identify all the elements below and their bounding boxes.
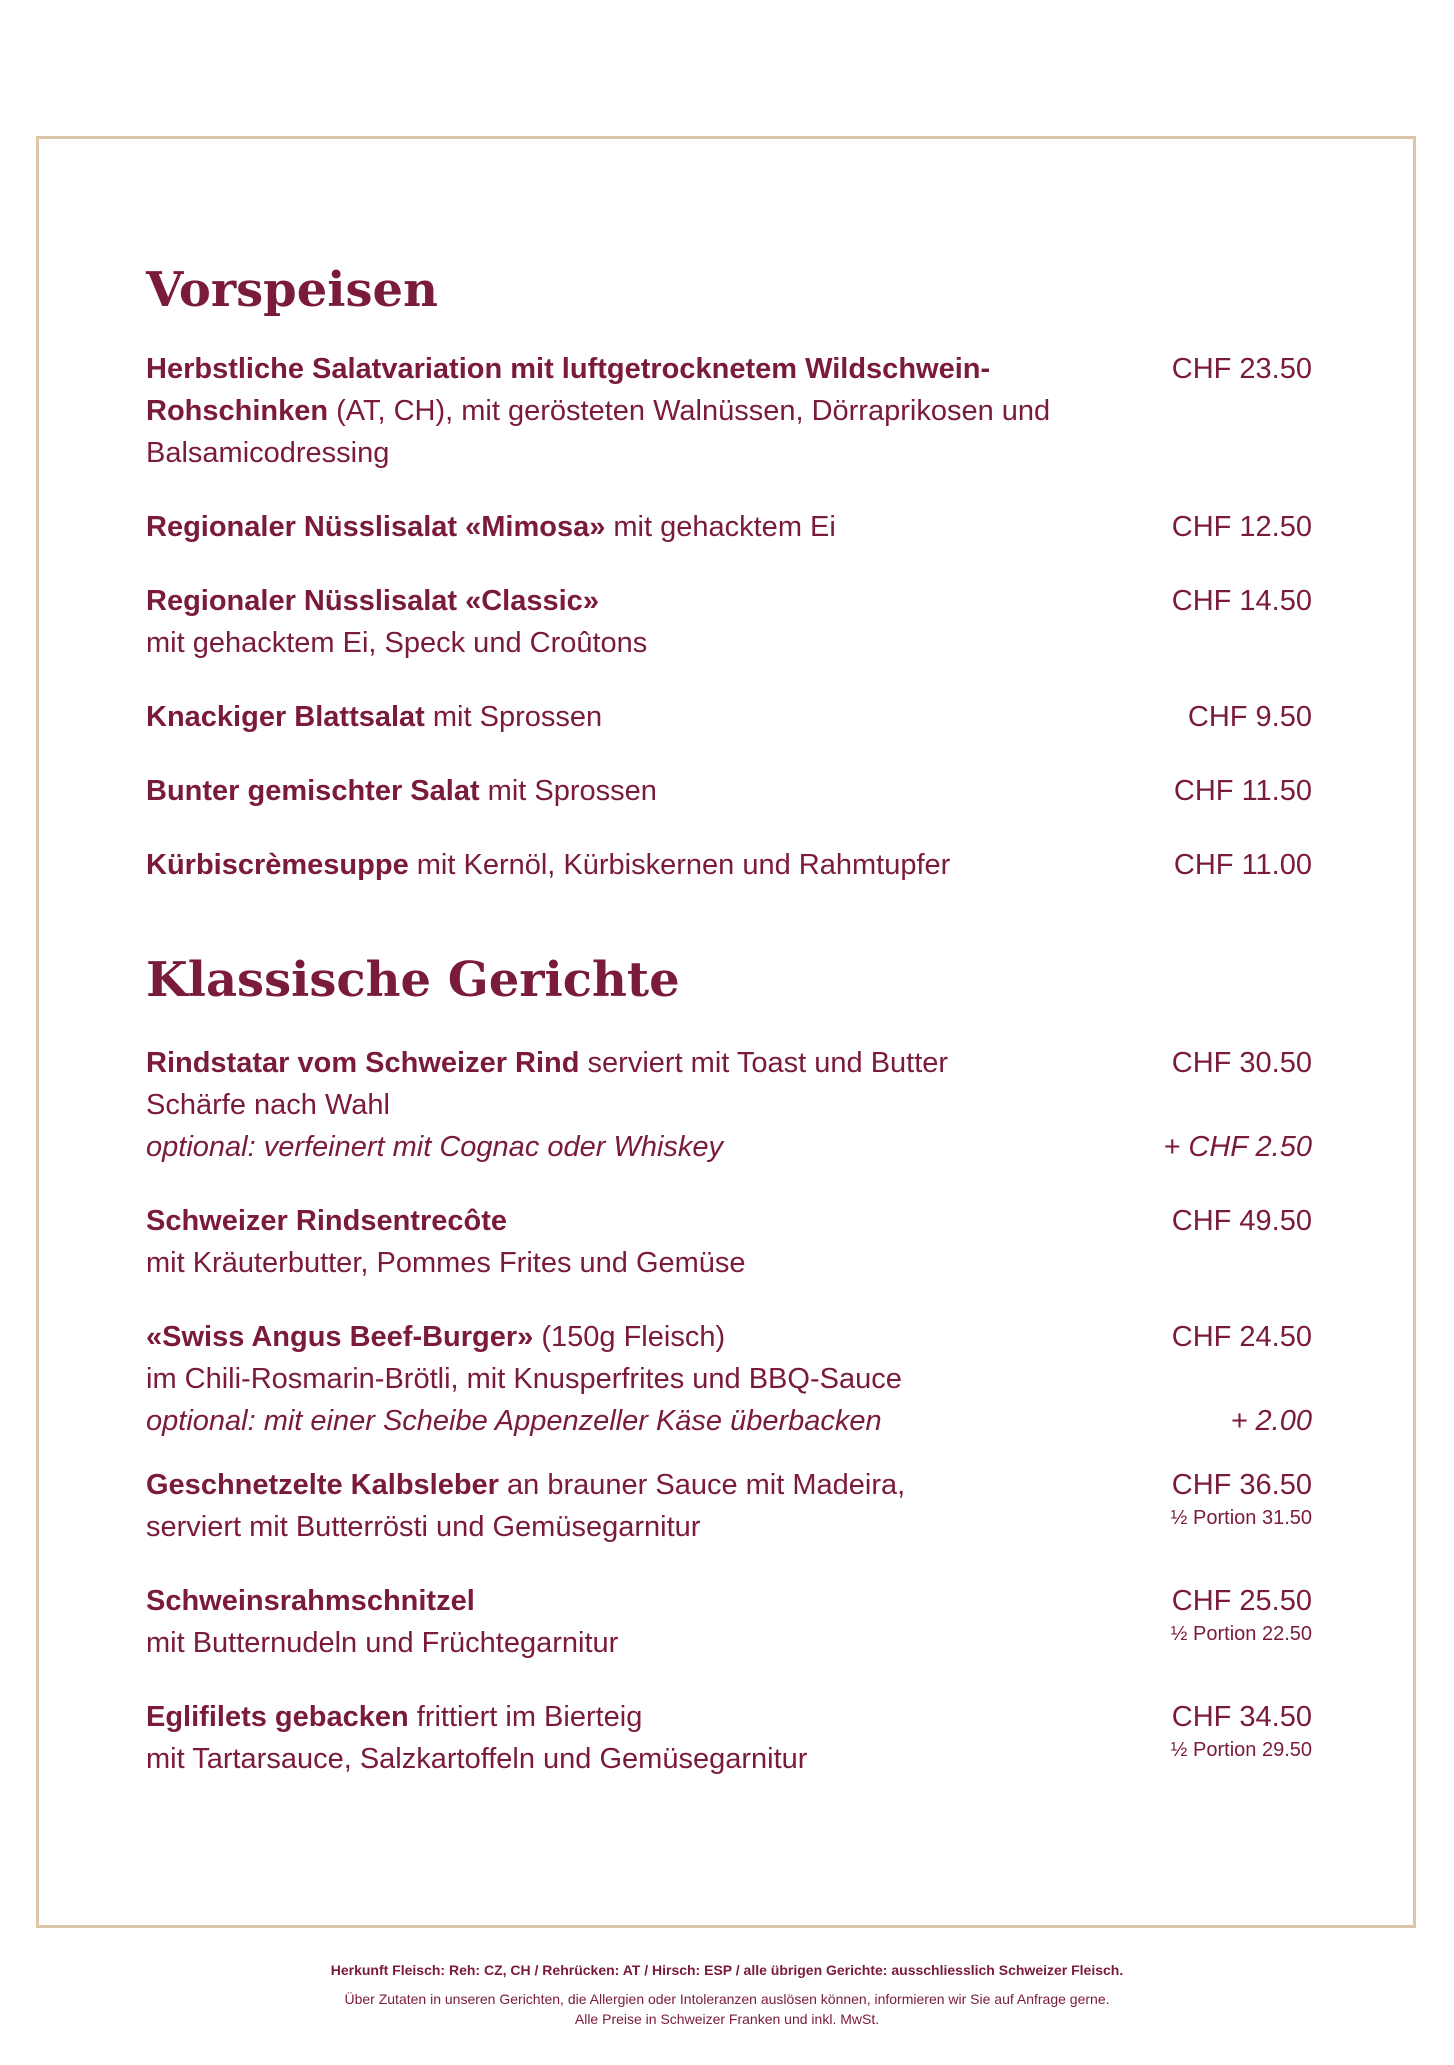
item-description <box>146 1316 1095 1442</box>
item-price-column <box>1095 696 1312 738</box>
item-name: Rindstatar vom Schweizer Rind <box>146 1047 580 1079</box>
item-price: CHF 25.50 <box>1171 1585 1312 1617</box>
item-price-column <box>1095 1200 1312 1284</box>
item-description <box>146 1200 1095 1284</box>
item-description <box>146 348 1095 474</box>
item-desc: (150g Fleisch) <box>533 1321 726 1353</box>
item-price-column <box>1095 580 1312 664</box>
item-price: CHF 34.50 <box>1171 1701 1312 1733</box>
item-price-column <box>1095 1316 1312 1442</box>
item-desc-line2: im Chili-Rosmarin-Brötli, mit Knusperfrites und BBQ-Sauce <box>146 1363 902 1395</box>
menu-content <box>146 262 1312 1812</box>
item-desc: an brauner Sauce mit Madeira, <box>498 1469 906 1501</box>
item-desc: serviert mit Toast und Butter <box>579 1047 949 1079</box>
item-description <box>146 844 1095 886</box>
item-price-column <box>1095 348 1312 474</box>
menu-item <box>146 1580 1312 1664</box>
item-name: Eglifilets gebacken <box>146 1701 409 1733</box>
item-desc-line2: mit Kräuterbutter, Pommes Frites und Gemüse <box>146 1247 746 1279</box>
menu-item <box>146 348 1312 474</box>
item-price: CHF 24.50 <box>1171 1321 1312 1353</box>
item-description <box>146 506 1095 548</box>
item-description <box>146 770 1095 812</box>
item-price-column <box>1095 1696 1312 1780</box>
item-name: Kürbiscrèmesuppe <box>146 849 409 881</box>
menu-item <box>146 696 1312 738</box>
menu-item <box>146 1042 1312 1168</box>
item-optional: optional: mit einer Scheibe Appenzeller Käse überbacken <box>146 1405 882 1437</box>
item-description <box>146 1696 1095 1780</box>
item-desc: mit Sprossen <box>424 701 603 733</box>
item-name: Bunter gemischter Salat <box>146 775 480 807</box>
item-optional-price: + 2.00 <box>1230 1405 1312 1437</box>
item-desc-line2: serviert mit Butterrösti und Gemüsegarnitur <box>146 1511 701 1543</box>
item-optional: optional: verfeinert mit Cognac oder Whiskey <box>146 1131 724 1163</box>
item-name: Herbstliche Salatvariation mit luftgetrocknetem Wildschwein-Rohschinken <box>146 353 991 427</box>
item-price: CHF 11.50 <box>1173 775 1312 807</box>
menu-item <box>146 844 1312 886</box>
price-note: Alle Preise in Schweizer Franken und inkl. MwSt. <box>574 2011 880 2027</box>
item-name: Regionaler Nüsslisalat «Mimosa» <box>146 511 606 543</box>
item-price: CHF 12.50 <box>1171 511 1312 543</box>
item-price: CHF 49.50 <box>1171 1205 1312 1237</box>
item-desc-line2: mit gehacktem Ei, Speck und Croûtons <box>146 627 648 659</box>
item-price-column <box>1095 844 1312 886</box>
item-price-column <box>1095 1464 1312 1548</box>
item-half-portion: ½ Portion 29.50 <box>1170 1739 1312 1761</box>
price-spacer <box>1095 1084 1312 1126</box>
menu-item <box>146 1200 1312 1284</box>
menu-item <box>146 1316 1312 1442</box>
item-price: CHF 11.00 <box>1173 849 1312 881</box>
item-price: CHF 36.50 <box>1171 1469 1312 1501</box>
menu-item <box>146 1464 1312 1548</box>
menu-item <box>146 1696 1312 1780</box>
item-name: Schweizer Rindsentrecôte <box>146 1205 507 1237</box>
item-price-column <box>1095 1580 1312 1664</box>
item-price-column <box>1095 506 1312 548</box>
item-name: Regionaler Nüsslisalat «Classic» <box>146 585 599 617</box>
item-half-portion: ½ Portion 22.50 <box>1170 1623 1312 1645</box>
item-name: «Swiss Angus Beef-Burger» <box>146 1321 534 1353</box>
allergy-note: Über Zutaten in unseren Gerichten, die Allergien oder Intoleranzen auslösen können, informieren wir Sie auf Anfrage gerne. <box>344 1991 1110 2007</box>
item-price-column <box>1095 770 1312 812</box>
item-description <box>146 1464 1095 1548</box>
item-desc-line2: mit Butternudeln und Früchtegarnitur <box>146 1627 619 1659</box>
footer <box>0 1960 1454 2029</box>
item-optional-price: + CHF 2.50 <box>1163 1131 1312 1163</box>
item-price-column <box>1095 1042 1312 1168</box>
item-price: CHF 14.50 <box>1171 585 1312 617</box>
menu-item <box>146 506 1312 548</box>
section-title-vorspeisen: Vorspeisen <box>146 262 438 318</box>
menu-item <box>146 770 1312 812</box>
price-spacer <box>1095 1358 1312 1400</box>
item-description <box>146 696 1095 738</box>
item-price: CHF 30.50 <box>1171 1047 1312 1079</box>
item-half-portion: ½ Portion 31.50 <box>1170 1507 1312 1529</box>
item-price: CHF 23.50 <box>1171 353 1312 385</box>
item-desc: frittiert im Bierteig <box>408 1701 643 1733</box>
item-name: Schweinsrahmschnitzel <box>146 1585 475 1617</box>
item-desc-line2: Schärfe nach Wahl <box>146 1089 390 1121</box>
meat-origin-note: Herkunft Fleisch: Reh: CZ, CH / Rehrücken: AT / Hirsch: ESP / alle übrigen Gerichte: ausschliesslich Schweizer Fleisch. <box>330 1962 1124 1978</box>
item-description <box>146 1580 1095 1664</box>
item-desc: mit Sprossen <box>479 775 657 807</box>
menu-item <box>146 580 1312 664</box>
item-description <box>146 1042 1095 1168</box>
section-title-klassische-gerichte: Klassische Gerichte <box>146 952 680 1008</box>
item-desc: mit Kernöl, Kürbiskernen und Rahmtupfer <box>408 849 951 881</box>
item-name: Geschnetzelte Kalbsleber <box>146 1469 499 1501</box>
item-description <box>146 580 1095 664</box>
item-price: CHF 9.50 <box>1187 701 1312 733</box>
item-name: Knackiger Blattsalat <box>146 701 425 733</box>
item-desc-line2: mit Tartarsauce, Salzkartoffeln und Gemüsegarnitur <box>146 1743 808 1775</box>
item-desc: mit gehacktem Ei <box>605 511 836 543</box>
item-desc: (AT, CH), mit gerösteten Walnüssen, Dörraprikosen und Balsamicodressing <box>146 395 1051 469</box>
